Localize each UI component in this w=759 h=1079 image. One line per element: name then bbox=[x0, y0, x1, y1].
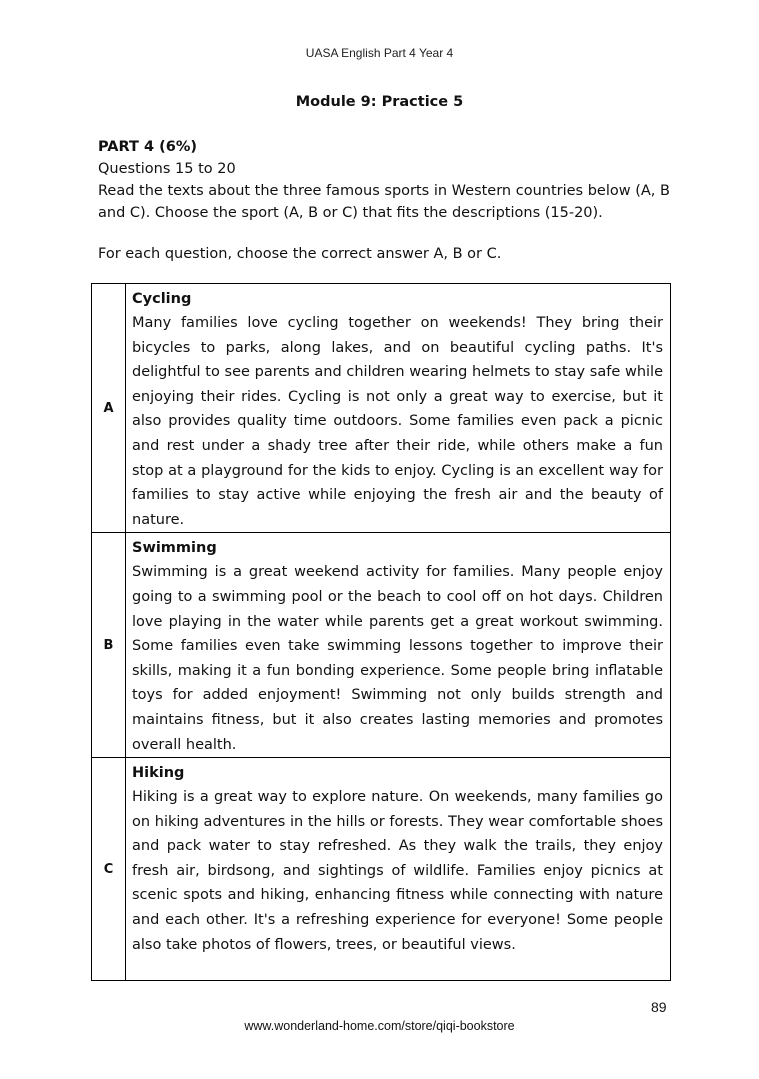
question-prompt: For each question, choose the correct answer A, B or C. bbox=[98, 246, 502, 262]
questions-range: Questions 15 to 20 bbox=[98, 161, 236, 177]
footer-url: www.wonderland-home.com/store/qiqi-bookstore bbox=[244, 1019, 515, 1033]
page-number: 89 bbox=[651, 999, 667, 1015]
option-content bbox=[126, 284, 671, 533]
table-row bbox=[92, 758, 671, 981]
sport-name: Cycling bbox=[132, 291, 192, 307]
table-row bbox=[92, 284, 671, 533]
module-title: Module 9: Practice 5 bbox=[295, 94, 464, 110]
table-row bbox=[92, 533, 671, 758]
option-letter: B bbox=[92, 533, 126, 758]
option-letter: A bbox=[92, 284, 126, 533]
sport-name: Swimming bbox=[132, 540, 217, 557]
sports-table bbox=[91, 283, 671, 981]
instructions-text: Read the texts about the three famous sports in Western countries below (A, B and C). Choose the sport (A, B or C) that fits the descriptions (15-20). bbox=[98, 183, 670, 221]
option-content bbox=[126, 533, 671, 758]
sport-description: Hiking is a great way to explore nature. On weekends, many families go on hiking adventures in the hills or forests. They wear comfortable shoes and pack water to stay refreshed. As they walk the trails, they enjoy fresh air, birdsong, and sightings of wildlife. Families enjoy picnics at scenic spots and hiking, enhancing fitness while connecting with nature and each other. It's a refreshing experience for everyone! Some people also take photos of flowers, trees, or beautiful views. bbox=[132, 789, 663, 953]
option-letter: C bbox=[92, 758, 126, 981]
part-label: PART 4 (6%) bbox=[98, 139, 197, 155]
page-header: UASA English Part 4 Year 4 bbox=[305, 46, 454, 60]
option-content bbox=[126, 758, 671, 981]
instructions-block bbox=[98, 136, 678, 265]
sport-name: Hiking bbox=[132, 765, 185, 782]
sport-description: Swimming is a great weekend activity for families. Many people enjoy going to a swimming pool or the beach to cool off on hot days. Children love playing in the water while parents get a great workout swimming. Some families even take swimming lessons together to improve their skills, making it a fun bonding experience. Some people bring inflatable toys for added enjoyment! Swimming not only builds strength and maintains fitness, but it also creates lasting memories and promotes overall health. bbox=[132, 564, 663, 753]
sport-description: Many families love cycling together on weekends! They bring their bicycles to parks, along lakes, and on beautiful cycling paths. It's delightful to see parents and children wearing helmets to stay safe while enjoying their rides. Cycling is not only a great way to exercise, but it also provides quality time outdoors. Some families even pack a picnic and rest under a shady tree after their ride, while others make a fun stop at a playground for the kids to enjoy. Cycling is an excellent way for families to stay active while enjoying the fresh air and the beauty of nature. bbox=[132, 315, 663, 528]
